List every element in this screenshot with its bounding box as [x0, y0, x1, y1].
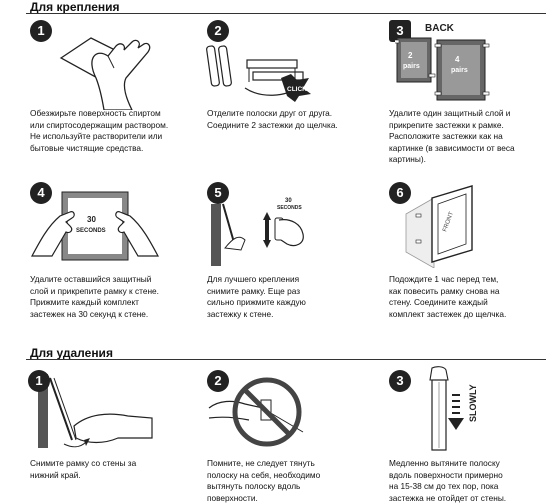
step-number-badge: 3 — [389, 370, 411, 392]
frame-back-icon — [395, 18, 505, 106]
no-pull-icon — [205, 372, 325, 454]
press-frame-icon — [30, 186, 160, 266]
svg-text:4: 4 — [455, 55, 460, 64]
step-number-badge: 2 — [207, 20, 229, 42]
step-caption: Удалите оставшийся защитный слой и прикрепите рамку к стене. Прижмите каждый комплект застежек на 30 секунд к стене. — [30, 274, 159, 319]
removal-divider — [26, 359, 546, 360]
frame-wall-icon — [400, 184, 500, 268]
step-caption: Обезжирьте поверхность спиртом или спиртосодержащим раствором. Не используйте растворители или бытовые чистящие средства. — [30, 108, 169, 153]
mounting-section-title: Для крепления — [30, 0, 120, 14]
step-caption: Подождите 1 час перед тем, как повесить рамку снова на стену. Соедините каждый комплект застежек до щелчка. — [389, 274, 507, 319]
click-label: CLICK! — [287, 86, 310, 93]
strips-click-icon — [205, 38, 320, 104]
svg-text:SECONDS: SECONDS — [277, 205, 302, 211]
mounting-divider — [26, 13, 546, 14]
back-label: BACK — [425, 23, 454, 34]
step-caption: Помните, не следует тянуть полоску на себя, необходимо вытянуть полоску вдоль поверхности. — [207, 458, 321, 503]
step-caption: Отделите полоски друг от друга. Соедините 2 застежки до щелчка. — [207, 108, 338, 130]
slowly-pull-icon — [418, 366, 508, 456]
step-number-badge: 4 — [30, 182, 52, 204]
svg-text:SECONDS: SECONDS — [76, 228, 106, 234]
step-caption: Для лучшего крепления снимите рамку. Еще раз сильно прижмите каждую застежку к стене. — [207, 274, 306, 319]
step-caption: Снимите рамку со стены за нижний край. — [30, 458, 137, 480]
removal-section-title: Для удаления — [30, 346, 113, 360]
step-number-badge: 1 — [30, 20, 52, 42]
front-label: FRONT — [442, 211, 455, 233]
cleaning-hand-icon — [56, 28, 176, 110]
svg-text:30: 30 — [285, 198, 292, 204]
svg-text:2: 2 — [408, 51, 413, 60]
press-wall-icon — [205, 190, 315, 270]
step-number-badge: 3 — [389, 20, 411, 42]
step-number-badge: 2 — [207, 370, 229, 392]
svg-text:pairs: pairs — [451, 67, 468, 74]
slowly-label: SLOWLY — [468, 384, 478, 422]
svg-text:pairs: pairs — [403, 63, 420, 70]
step-caption: Удалите один защитный слой и прикрепите застежки к рамке. Расположите застежки как на картинке (в зависимости от веса картины). — [389, 108, 515, 164]
step-caption: Медленно вытяните полоску вдоль поверхности примерно на 15-38 см до тех пор, пока застежка не отойдет от стены. — [389, 458, 507, 503]
step-number-badge: 6 — [389, 182, 411, 204]
svg-text:30: 30 — [87, 215, 96, 224]
step-number-badge: 5 — [207, 182, 229, 204]
step-number-badge: 1 — [28, 370, 50, 392]
